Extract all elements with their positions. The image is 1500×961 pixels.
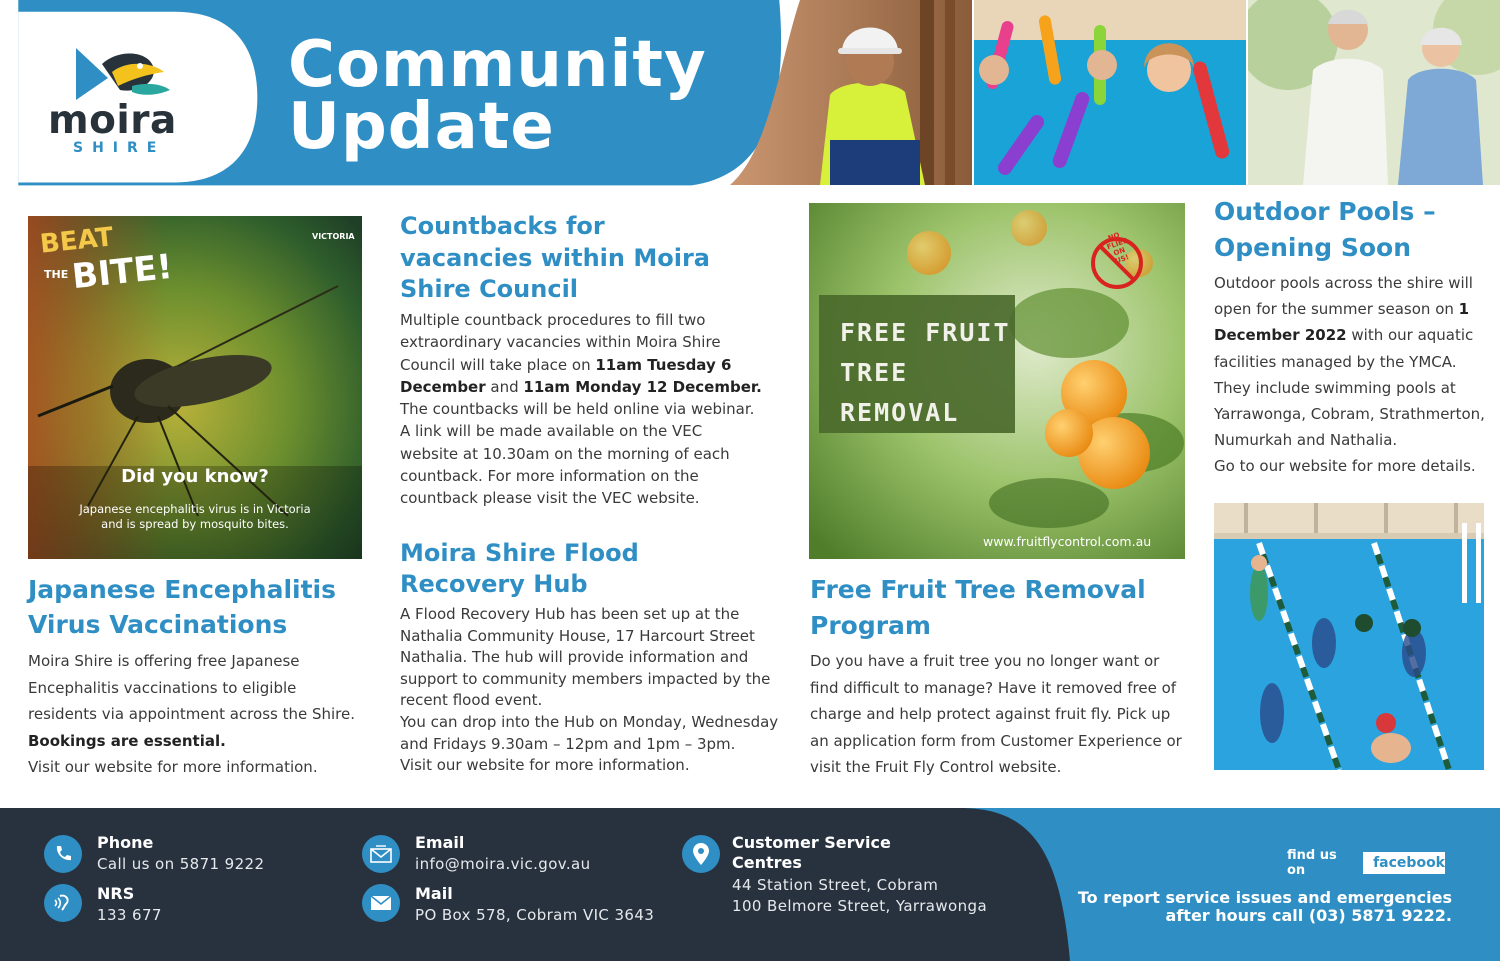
facebook-button[interactable]	[1279, 850, 1447, 876]
csc-address-cobram: 44 Station Street, Cobram	[732, 876, 939, 894]
photo-worker	[690, 0, 972, 185]
logo-wordmark: moira	[48, 98, 177, 143]
facebook-find-us-on: find us on	[1281, 852, 1363, 874]
countbacks-heading-line3: Shire Council	[400, 275, 579, 303]
moira-logo	[0, 12, 240, 187]
pools-heading	[1214, 194, 1436, 266]
countbacks-text3: The countbacks will be held online via webinar. A link will be made available on the VEC website at 10.30am on the morning of each countback. For more information on the countback please visit the VEC website.	[400, 400, 755, 508]
phone-label: Phone	[97, 833, 154, 852]
flood-line3: Visit our website for more information.	[400, 756, 690, 775]
flood-line1: A Flood Recovery Hub has been set up at the Nathalia Community House, 17 Harcourt Street Nathalia. The hub will provide information and support to community members impacted by the recent flood event.	[400, 605, 771, 710]
mail-value: PO Box 578, Cobram VIC 3643	[415, 906, 655, 924]
poster-vic-logo: VICTORIA	[312, 232, 355, 241]
pools-text2: with our aquatic facilities managed by the YMCA. They include swimming pools at Yarrawonga, Cobram, Strathmerton, Numurkah and Nathalia.	[1214, 326, 1485, 450]
je-heading	[28, 572, 336, 642]
email-icon	[362, 835, 400, 873]
csc-label	[732, 833, 891, 873]
countbacks-text2: and	[485, 377, 524, 396]
fruit-banner-line2: TREE	[840, 358, 909, 387]
photo-seniors	[1248, 0, 1500, 185]
after-hours-line1: To report service issues and emergencies	[1077, 888, 1452, 907]
page-title-line2: Update	[288, 90, 555, 164]
fruit-url: www.fruitflycontrol.com.au	[983, 534, 1152, 549]
mail-label: Mail	[415, 884, 453, 903]
poster-the: THE	[44, 268, 69, 281]
countbacks-bold2: 11am Monday 12 December.	[523, 377, 762, 396]
je-body	[28, 648, 368, 781]
csc-addresses	[732, 875, 987, 916]
countbacks-heading-line2: vacancies within Moira	[400, 243, 710, 272]
je-body-line2: Visit our website for more information.	[28, 758, 318, 776]
after-hours-line2: after hours call (03) 5871 9222.	[1165, 906, 1452, 925]
fruit-banner-line1: FREE FRUIT	[840, 318, 1011, 347]
fruit-heading	[810, 572, 1146, 644]
countbacks-heading-line1: Countbacks for	[400, 212, 605, 240]
fruit-body: Do you have a fruit tree you no longer want or find difficult to manage? Have it removed free of charge and help protect against fruit fly. Pick up an application form from Customer Experience or visit the Fruit Fly Control website.	[810, 652, 1182, 776]
mail-envelope-icon	[362, 884, 400, 922]
je-heading-line2: Virus Vaccinations	[28, 610, 288, 639]
poster-beat: BEAT	[38, 222, 115, 260]
flood-body	[400, 604, 785, 777]
csc-address-yarrawonga: 100 Belmore Street, Yarrawonga	[732, 896, 988, 915]
flood-heading	[400, 538, 639, 600]
poster-bite: BITE!	[70, 246, 175, 298]
poster-caption-line1: Japanese encephalitis virus is in Victoria	[79, 502, 311, 516]
nrs-hearing-icon	[44, 884, 82, 922]
fruit-banner	[840, 313, 1011, 433]
pools-bold1: 1 December 2022	[1214, 300, 1470, 345]
no-flies-sign: NO FLIES ON US!	[1105, 230, 1131, 266]
facebook-wordmark: facebook	[1373, 855, 1445, 871]
je-body-bold: Bookings are essential.	[28, 731, 226, 750]
page-title	[288, 28, 707, 164]
countbacks-body	[400, 309, 762, 510]
moira-bird-icon	[72, 42, 172, 104]
poster-caption-line2: and is spread by mosquito bites.	[101, 517, 289, 531]
countbacks-heading	[400, 211, 710, 306]
fruit-heading-line2: Program	[810, 611, 931, 640]
flood-line2: You can drop into the Hub on Monday, Wednesday and Fridays 9.30am – 12pm and 1pm – 3pm.	[400, 712, 779, 753]
phone-icon	[44, 835, 82, 873]
flood-heading-line1: Moira Shire Flood	[400, 539, 639, 567]
after-hours-notice	[1060, 889, 1452, 925]
countbacks-bold1: 11am Tuesday 6 December	[400, 355, 732, 396]
pools-heading-line1: Outdoor Pools –	[1214, 197, 1436, 226]
nrs-label: NRS	[97, 884, 135, 903]
je-heading-line1: Japanese Encephalitis	[28, 575, 336, 604]
fruit-heading-line1: Free Fruit Tree Removal	[810, 575, 1146, 604]
email-value[interactable]: info@moira.vic.gov.au	[415, 855, 591, 873]
pools-text1: Outdoor pools across the shire will open for the summer season on	[1214, 274, 1473, 319]
page-title-line1: Community	[288, 28, 707, 102]
flood-heading-line2: Recovery Hub	[400, 570, 588, 598]
csc-label-line2: Centres	[732, 853, 802, 872]
phone-value[interactable]: Call us on 5871 9222	[97, 855, 265, 873]
pools-body	[1214, 270, 1490, 480]
email-label: Email	[415, 833, 465, 852]
pools-line2: Go to our website for more details.	[1214, 457, 1476, 476]
nrs-value[interactable]: 133 677	[97, 906, 162, 924]
csc-label-line1: Customer Service	[732, 833, 891, 852]
photo-kids-pool	[974, 0, 1246, 185]
logo-subtitle: SHIRE	[73, 140, 166, 156]
poster-did-you-know: Did you know?	[121, 466, 269, 487]
je-body-text: Moira Shire is offering free Japanese Encephalitis vaccinations to eligible residents via appointment across the Shire.	[28, 652, 356, 723]
fruit-banner-line3: REMOVAL	[840, 398, 960, 427]
pools-heading-line2: Opening Soon	[1214, 233, 1412, 262]
location-pin-icon	[682, 835, 720, 873]
poster-caption	[28, 502, 362, 532]
countbacks-text1: Multiple countback procedures to fill two extraordinary vacancies within Moira Shire Council will take place on	[400, 311, 721, 374]
swimming-pool-illustration	[1214, 503, 1484, 770]
